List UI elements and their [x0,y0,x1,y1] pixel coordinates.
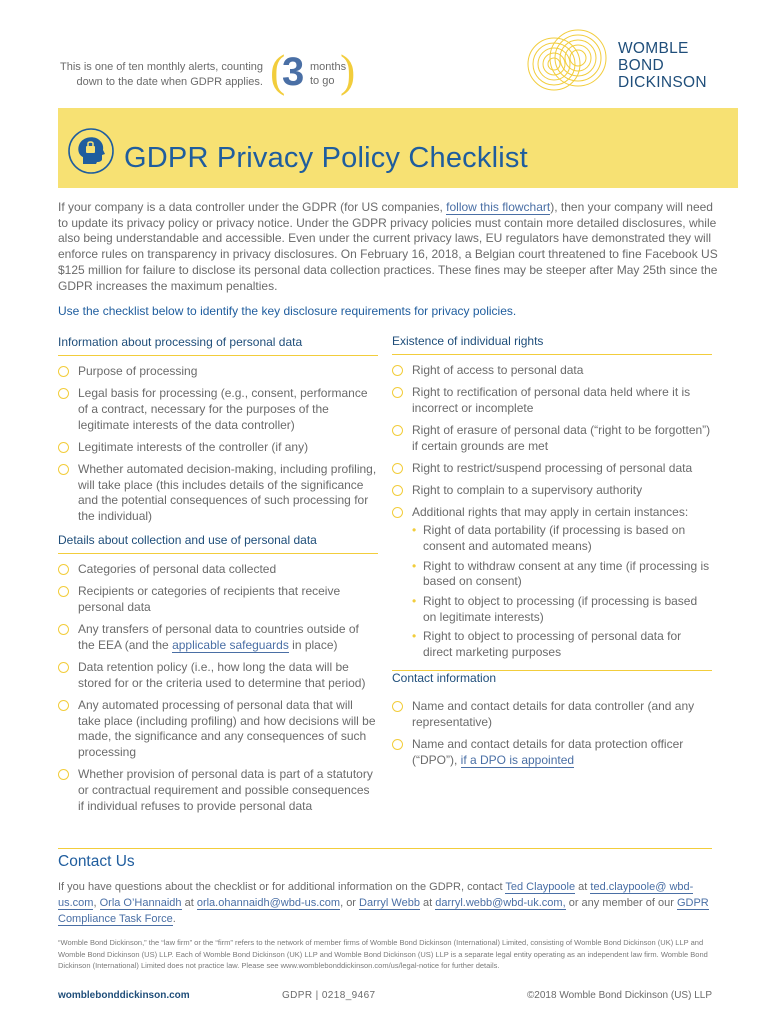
logo-wordmark [618,40,707,91]
section-heading-collection: Details about collection and use of personal data [58,533,378,554]
alert-text [58,60,263,90]
section-heading-contact-info: Contact information [392,670,712,691]
checklist-subitem: • Right to object to processing of personal data for direct marketing purposes [392,629,712,660]
womble-bond-dickinson-logo [516,26,726,92]
contact-text: , [93,897,100,909]
contact-text: . [172,913,176,925]
countdown-label-line-1: months [310,61,347,73]
applicable-safeguards-link[interactable]: applicable safeguards [172,637,289,652]
contact-text: at [419,897,436,909]
transfers-text-end: in place) [288,637,338,652]
checklist-item[interactable]: Any automated processing of personal data that will take place (including profiling) and how decisions will be made, the significance and any consequences of such processing [58,698,378,761]
checklist-subitem: • Right of data portability (if processing is based on consent and automated means) [392,523,712,554]
contact-section [58,848,712,927]
intro-paragraph [58,200,718,294]
contact-paragraph [58,879,712,927]
contact-name-link[interactable]: Orla O’Hannaidh [99,897,182,909]
checklist-item-transfers[interactable] [58,622,378,653]
document-header [0,0,770,108]
contact-text: at [575,881,591,893]
checklist-item[interactable]: Whether provision of personal data is part of a statutory or contractual requirement and possible consequences if individual refuses to provide personal data [58,767,378,814]
countdown-number: 3 [282,50,305,94]
checklist-item[interactable]: Data retention policy (i.e., how long the data will be stored for or the criteria used to determine that period) [58,660,378,691]
left-column [58,335,378,531]
checklist-item[interactable]: Right to rectification of personal data held where it is incorrect or incomplete [392,385,712,416]
checklist-item[interactable]: Right to restrict/suspend processing of personal data [392,461,712,477]
checklist-item[interactable]: Legal basis for processing (e.g., consent, performance of a contract, necessary for the purposes of the legitimate interests of the data controller) [58,386,378,433]
contact-heading: Contact Us [58,853,135,870]
countdown-label-line-2: to go [310,75,335,87]
checklist-item[interactable]: Purpose of processing [58,364,378,380]
task-force-link[interactable]: GDPR Compliance Task Force [58,897,709,925]
checklist-item[interactable]: Legitimate interests of the controller (if any) [58,440,378,456]
checklist-subitem: • Right to object to processing (if processing is based on legitimate interests) [392,594,712,625]
left-column-lower [58,533,378,821]
head-with-lock-icon [66,126,116,176]
intro-text-end: ), then your company will need to update its privacy policy or privacy notice. Under the GDPR privacy policies must contain more detailed disclosures, while also being understandable and accessible. Even under the current privacy laws, EU regulators have demonstrated they will enforce rules on transparency in privacy disclosures. On February 16, 2018, a Belgian court threatened to fine Facebook US $125 million for failure to disclose its personal data collection practices. These fines may be steeper after May 25th since the GDPR increases the maximum penalties. [58,200,718,293]
contact-text: at [181,897,197,909]
logo-line-3: DICKINSON [618,74,707,91]
section-heading-processing: Information about processing of personal data [58,335,378,356]
alert-line-1: This is one of ten monthly alerts, counting [60,61,263,73]
contact-text: or any member of our [565,897,677,909]
checklist-item-dpo[interactable] [392,737,712,768]
transfers-text-start: Any transfers of personal data to countries outside of the EEA (and the [78,622,359,652]
checklist-item[interactable]: Right of erasure of personal data (“right to be forgotten”) if certain grounds are met [392,423,712,454]
intro-text-start: If your company is a data controller under the GDPR (for US companies, [58,200,447,214]
checklist-item[interactable]: Right of access to personal data [392,363,712,379]
contact-email-link[interactable]: ted.claypoole@ wbd-us.com [58,881,694,909]
legal-disclaimer: “Womble Bond Dickinson,” the “law firm” or the “firm” refers to the network of member firms of Womble Bond Dickinson (International) Limited, consisting of Womble Bond Dickinson (UK) LLP and Womble Bond Dickinson (US) LLP. Each of Womble Bond Dickinson (UK) LLP and Womble Bond Dickinson (US) LLP is a separate legal entity operating as an independent law firm. Womble Bond Dickinson (International) Limited does not practice law. Please see www.womblebonddickinson.com/us/legal-notice for further details. [58,938,708,970]
footer-website-link[interactable]: womblebonddickinson.com [58,990,190,1001]
contact-name-link[interactable]: Darryl Webb [359,897,420,909]
contact-text: If you have questions about the checklist or for additional information on the GDPR, contact [58,881,506,893]
countdown-left-paren: ( [270,45,286,96]
alert-line-2: down to the date when GDPR applies. [76,76,263,88]
checklist-item[interactable]: Whether automated decision-making, including profiling, will take place (this includes details of the significance and the potential consequences of such processing for the individual) [58,462,378,525]
contact-name-link[interactable]: Ted Claypoole [505,881,576,893]
countdown [270,45,356,96]
footer-document-code: GDPR | 0218_9467 [282,990,376,1001]
logo-line-2: BOND [618,57,664,74]
logo-rings-icon [516,26,616,92]
checklist-item[interactable]: Recipients or categories of recipients that receive personal data [58,584,378,615]
flowchart-link[interactable]: follow this flowchart [446,200,551,214]
dpo-text: Name and contact details for data protection officer (“DPO”), [412,736,684,767]
contact-email-link[interactable]: darryl.webb@wbd-uk.com, [435,897,566,909]
checklist-subitem: • Right to withdraw consent at any time (if processing is based on consent) [392,559,712,590]
checklist-item[interactable]: Right to complain to a supervisory authority [392,483,712,499]
contact-text: , or [340,897,360,909]
page-title: GDPR Privacy Policy Checklist [124,142,528,174]
right-column [392,334,712,665]
logo-line-1: WOMBLE [618,40,689,57]
section-heading-rights: Existence of individual rights [392,334,712,355]
contact-email-link[interactable]: orla.ohannaidh@wbd-us.com [196,897,341,909]
title-banner [58,108,738,188]
countdown-right-paren: ) [340,45,356,96]
footer-copyright: ©2018 Womble Bond Dickinson (US) LLP [526,990,712,1001]
checklist-item[interactable]: Name and contact details for data controller (and any representative) [392,699,712,730]
right-column-lower [392,670,712,775]
checklist-item[interactable]: Additional rights that may apply in certain instances: [392,505,712,521]
dpo-appointed-link[interactable]: if a DPO is appointed [460,752,575,767]
checklist-lead: Use the checklist below to identify the key disclosure requirements for privacy policies. [58,304,517,318]
checklist-item[interactable]: Categories of personal data collected [58,562,378,578]
